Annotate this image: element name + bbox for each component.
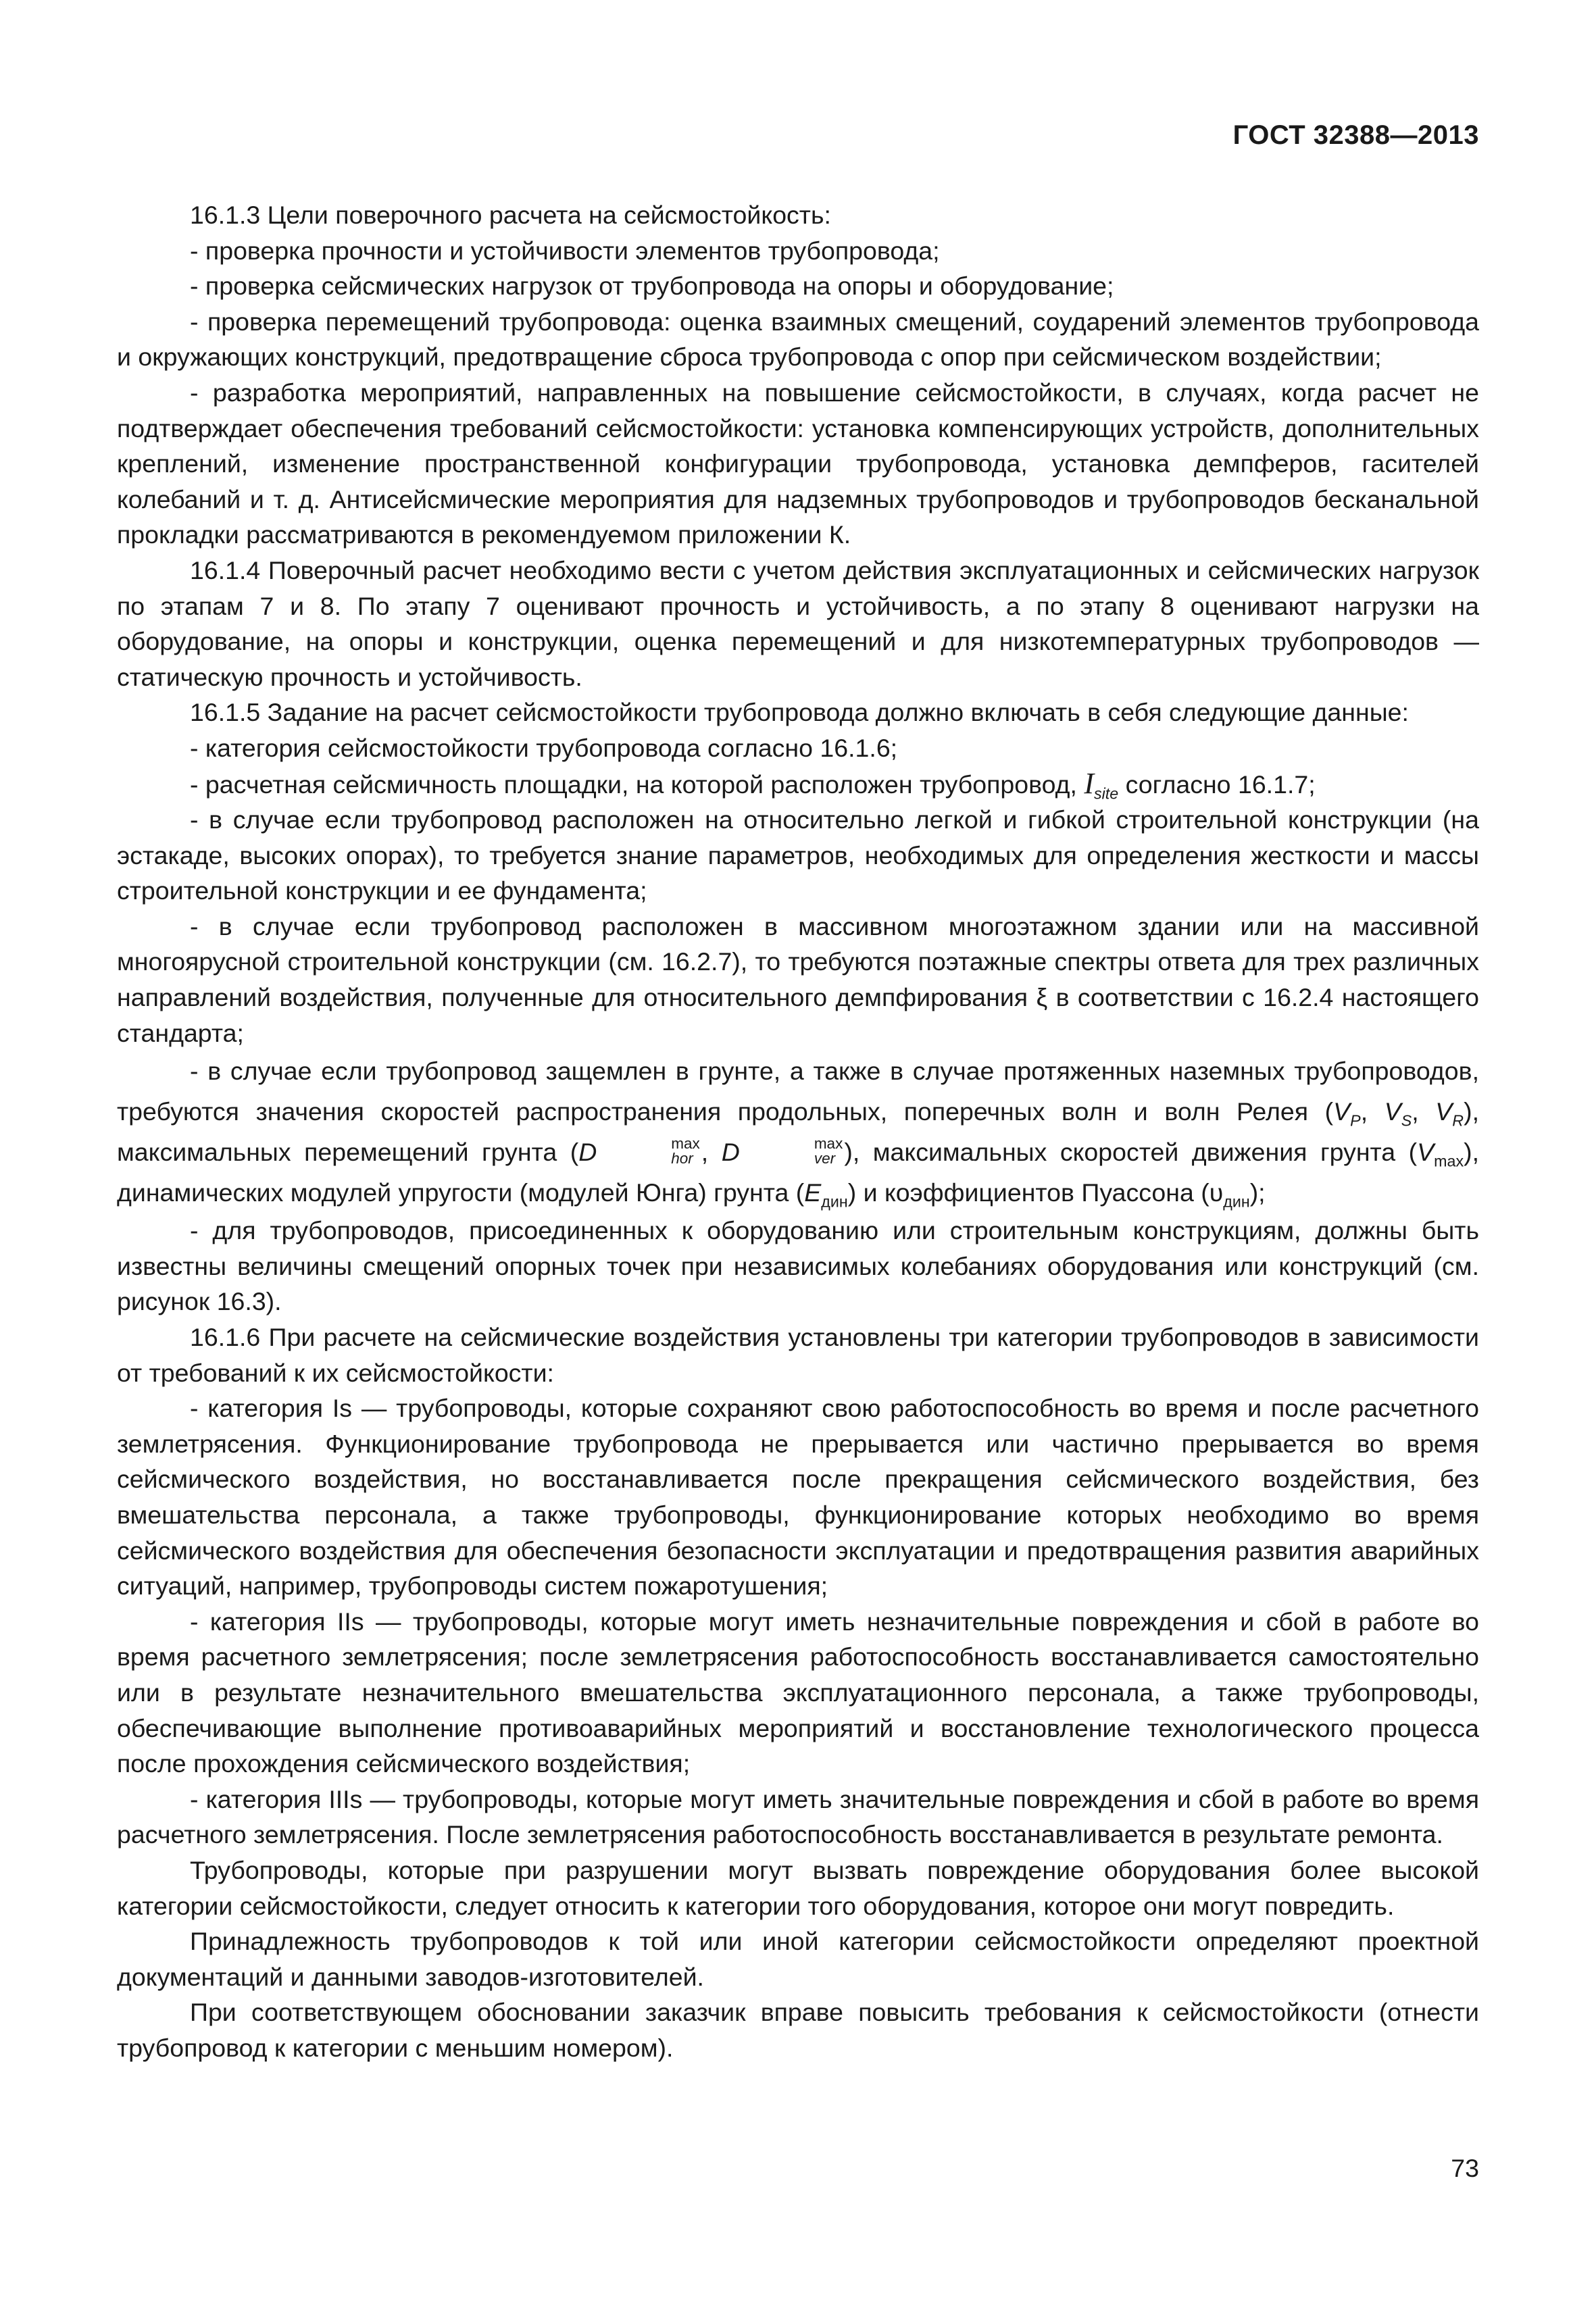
paragraph: - проверка перемещений трубопровода: оценка взаимных смещений, соударений элементов трубопровода и окружающих конструкций, предотвращение сброса трубопровода с опор при сейсмическом воздействии;: [117, 307, 1479, 372]
page-number: 73: [1451, 2154, 1479, 2182]
document-body: [117, 197, 1479, 2066]
paragraph: - в случае если трубопровод расположен в массивном многоэтажном здании или на массивной многоярусной строительной конструкции (см. 16.2.7), то требуются поэтажные спектры ответа для трех различных направлений воздействия, полученные для относительного демпфирования ξ в соответствии с 16.2.4 настоящего стандарта;: [117, 911, 1479, 1047]
paragraph: - в случае если трубопровод расположен на относительно легкой и гибкой строительной конструкции (на эстакаде, высоких опорах), то требуется знание параметров, необходимых для определения жесткости и массы строительной конструкции и ее фундамента;: [117, 805, 1479, 905]
paragraph: - разработка мероприятий, направленных на повышение сейсмостойкости, в случаях, когда расчет не подтверждает обеспечения требований сейсмостойкости: установка компенсирующих устройств, дополнительных креплений, изменение пространственной конфигурации трубопровода, установка демпферов, гасителей колебаний и т. д. Антисейсмические мероприятия для надземных трубопроводов и трубопроводов бесканальной прокладки рассматриваются в рекомендуемом приложении К.: [117, 378, 1479, 549]
d-hor-max-scripts: max hor: [671, 1134, 700, 1167]
paragraph: Трубопроводы, которые при разрушении могут вызвать повреждение оборудования более высокой категории сейсмостойкости, следует относить к категории того оборудования, которое они могут повредить.: [117, 1855, 1479, 1920]
paragraph: - проверка прочности и устойчивости элементов трубопровода;: [190, 236, 940, 265]
paragraph: Принадлежность трубопроводов к той или иной категории сейсмостойкости определяют проектной документаций и данными заводов-изготовителей.: [117, 1927, 1479, 1991]
paragraph: - категория Is — трубопроводы, которые сохраняют свою работоспособность во время и после расчетного землетрясения. Функционирование трубопровода не прерывается или частично прерывается во время сейсмического воздействия, но восстанавливается после прекращения сейсмического воздействия, без вмешательства персонала, а также трубопроводы, функционирование которых необходимо во время сейсмического воздействия для обеспечения безопасности эксплуатации и предотвращения развития аварийных ситуаций, например, трубопроводы систем пожаротушения;: [117, 1394, 1479, 1601]
paragraph: При соответствующем обосновании заказчик вправе повысить требования к сейсмостойкости (отнести трубопровод к категории с меньшим номером).: [117, 1998, 1479, 2062]
standard-header: ГОСТ 32388—2013: [1232, 120, 1479, 150]
paragraph-ground-parameters: - в случае если трубопровод защемлен в грунте, а также в случае протяженных наземных трубопроводов, требуются значения скоростей распространения продольных, поперечных волн и волн Релея ($V_P$, $V_S$, $V_R$), максимальных перемещений грунта (D max hor , D max ver ), максимальных скоростей движения грунта $(V_{max})$, динамических модулей упругости (модулей Юнга) грунта $(E_{дин})$ и коэффициентов Пуассона $(\upsilon_{дин})$;: [117, 1057, 1480, 1211]
d-ver-max-scripts: max ver: [814, 1134, 843, 1167]
paragraph: - категория IIIs — трубопроводы, которые могут иметь значительные повреждения и сбой в работе во время расчетного землетрясения. После землетрясения работоспособность восстанавливается в результате ремонта.: [117, 1784, 1479, 1849]
site-seismicity-subscript: site: [1094, 784, 1119, 802]
paragraph: - для трубопроводов, присоединенных к оборудованию или строительным конструкциям, должны быть известны величины смещений опорных точек при независимых колебаниях оборудования или конструкций (см. рисунок 16.3).: [117, 1216, 1479, 1316]
paragraph: - проверка сейсмических нагрузок от трубопровода на опоры и оборудование;: [190, 272, 1114, 301]
paragraph: 16.1.6 При расчете на сейсмические воздействия установлены три категории трубопроводов в зависимости от требований к их сейсмостойкости:: [117, 1323, 1479, 1387]
site-seismicity-symbol: I: [1084, 766, 1094, 800]
paragraph: 16.1.5 Задание на расчет сейсмостойкости трубопровода должно включать в себя следующие данные:: [190, 698, 1409, 727]
paragraph: 16.1.4 Поверочный расчет необходимо вести с учетом действия эксплуатационных и сейсмических нагрузок по этапам 7 и 8. По этапу 7 оценивают прочность и устойчивость, а по этапу 8 оценивают нагрузки на оборудование, на опоры и конструкции, оценка перемещений и для низкотемпературных трубопроводов — статическую прочность и устойчивость.: [117, 555, 1479, 691]
paragraph-site-seismicity: - расчетная сейсмичность площадки, на которой расположен трубопровод, $I_{site}$ согласно 16.1.7;: [190, 766, 1316, 802]
paragraph: 16.1.3 Цели поверочного расчета на сейсмостойкость:: [190, 201, 831, 229]
paragraph: - категория IIs — трубопроводы, которые могут иметь незначительные повреждения и сбой в работе во время расчетного землетрясения; после землетрясения работоспособность восстанавливается самостоятельно или в результате незначительного вмешательства эксплуатационного персонала, а также трубопроводы, обеспечивающие выполнение противоаварийных мероприятий и восстановление технологического процесса после прохождения сейсмического воздействия;: [117, 1607, 1479, 1778]
paragraph: - категория сейсмостойкости трубопровода согласно 16.1.6;: [190, 733, 898, 762]
